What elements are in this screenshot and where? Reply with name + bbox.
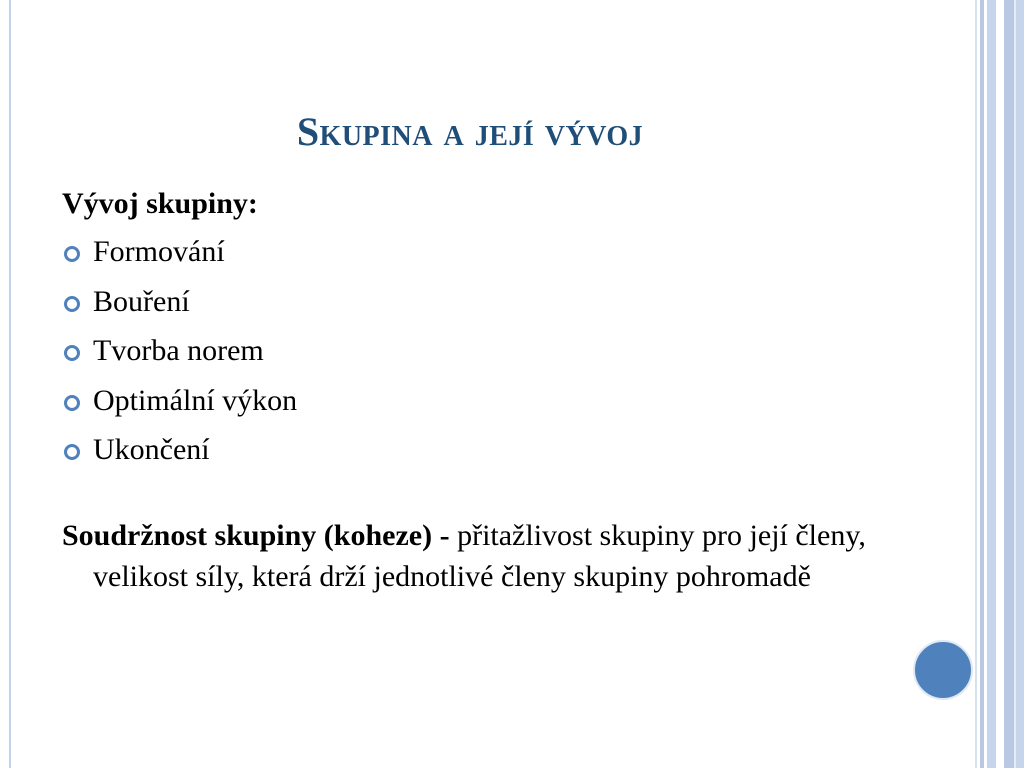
- list-item-text: Formování: [93, 235, 225, 268]
- left-frame-line: [9, 0, 11, 768]
- list-item: [62, 234, 892, 284]
- right-stripe: [980, 0, 984, 768]
- bullet-ring-icon: [64, 296, 80, 312]
- list-item: [62, 333, 892, 383]
- right-stripe: [987, 0, 996, 768]
- list-item-text: Optimální výkon: [93, 383, 298, 417]
- list-item: [62, 284, 892, 334]
- bullet-ring-icon: [64, 444, 80, 460]
- definition-paragraph: [62, 515, 892, 597]
- slide-title: Skupina a její vývoj: [296, 109, 644, 154]
- right-stripe: [1004, 0, 1014, 768]
- bullet-list: [62, 234, 892, 482]
- definition-term: Soudržnost skupiny (koheze) -: [62, 518, 458, 552]
- list-item: [62, 432, 892, 482]
- decorative-circle: [913, 640, 973, 700]
- subheading: Vývoj skupiny:: [62, 187, 258, 220]
- list-item: [62, 383, 892, 433]
- slide-content: [62, 186, 892, 597]
- bullet-ring-icon: [64, 246, 80, 262]
- list-item-text: Tvorba norem: [93, 334, 264, 367]
- list-item-text: Bouření: [93, 284, 190, 318]
- list-item-text: Ukončení: [93, 433, 210, 466]
- definition-text: přitažlivost skupiny pro její členy, velikost síly, která drží jednotlivé členy skupiny pohromadě: [93, 518, 866, 593]
- right-stripe: [1016, 0, 1024, 768]
- bullet-ring-icon: [64, 395, 80, 411]
- right-stripe: [975, 0, 977, 768]
- right-stripe: [999, 0, 1002, 768]
- bullet-ring-icon: [64, 345, 80, 361]
